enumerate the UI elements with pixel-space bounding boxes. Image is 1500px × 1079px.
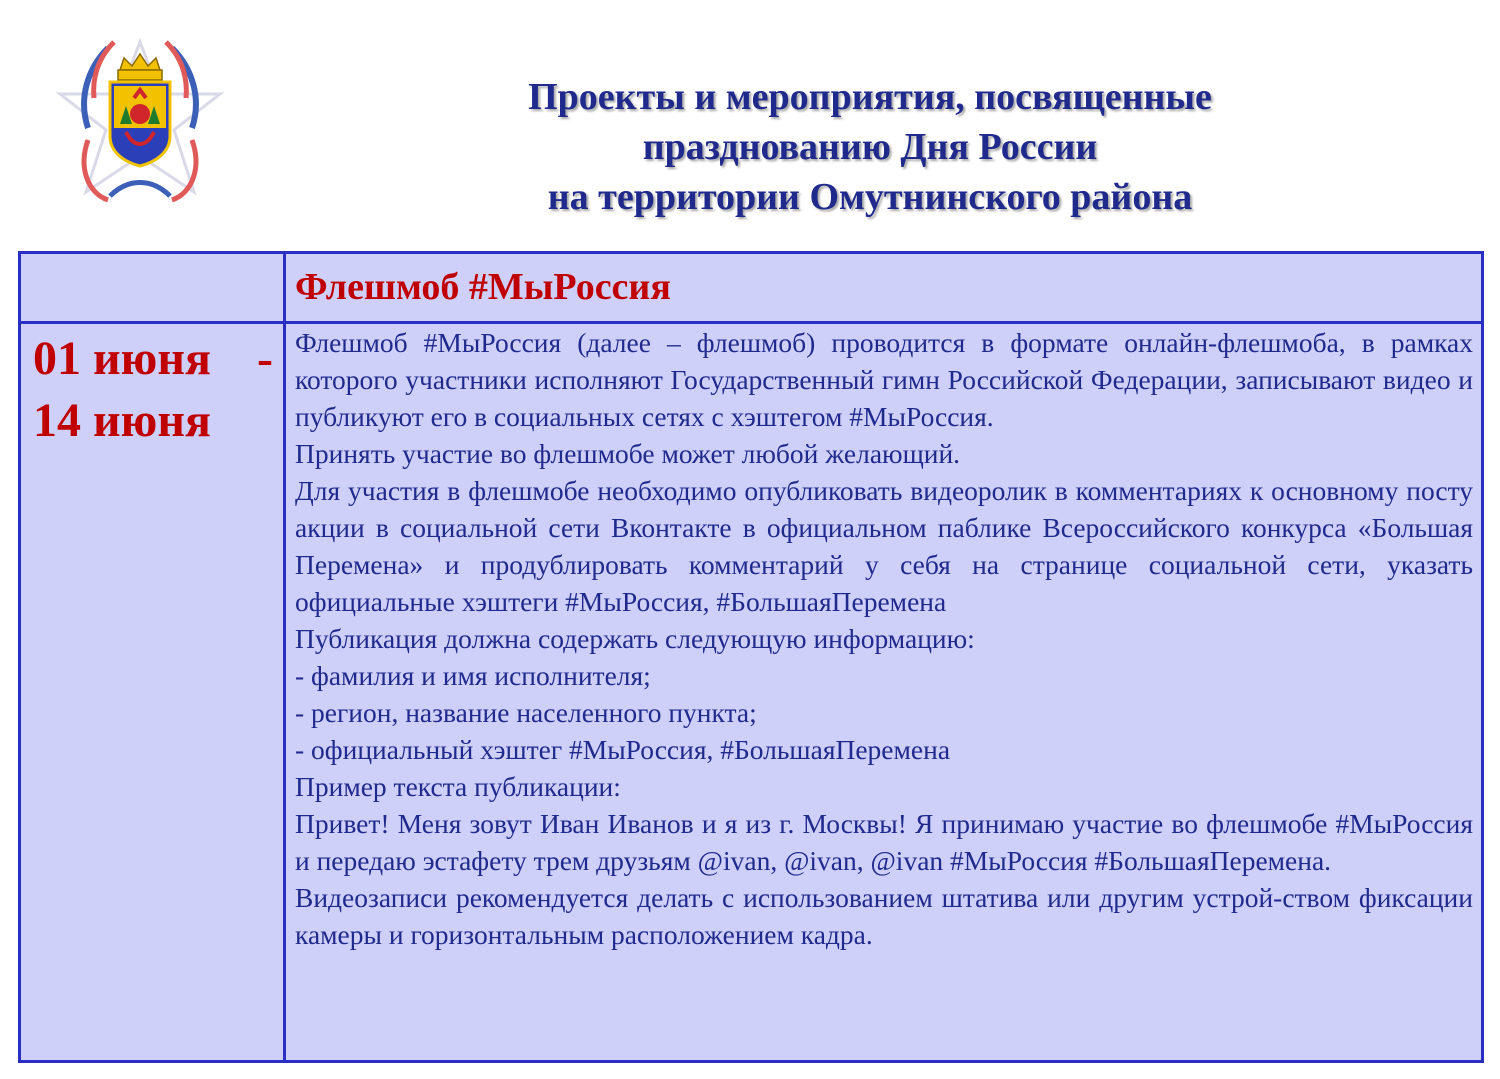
table-column-divider <box>283 254 286 1060</box>
paragraph-anyone: Принять участие во флешмобе может любой желающий. <box>295 438 961 469</box>
event-table <box>18 251 1484 1063</box>
page-title-line-2: празднованию Дня России <box>642 126 1098 168</box>
paragraph-how-to: Для участия в флешмобе необходимо опубликовать видеоролик в комментариях к основному посту акции в социальной сети Вконтакте в официальном паблике Всероссийского конкурса «Большая Перемена» и продублировать комментарий у себя на странице социальной сети, указать официальные хэштеги #МыРоссия, #БольшаяПеремена <box>295 475 1473 617</box>
date-dash: - <box>257 332 273 385</box>
event-date-range <box>33 328 273 452</box>
date-from: 01 июня <box>33 332 211 385</box>
page-title <box>330 72 1410 222</box>
paragraph-intro: Флешмоб #МыРоссия (далее – флешмоб) проводится в формате онлайн-флешмоба, в рамках которого участники исполняют Государственный гимн Российской Федерации, записывают видео и публикуют его в социальных сетях с хэштегом #МыРоссия. <box>295 327 1473 432</box>
district-emblem-icon <box>48 28 232 212</box>
paragraph-example-text: Привет! Меня зовут Иван Иванов и я из г. Москвы! Я принимаю участие во флешмобе #МыРоссия и передаю эстафету трем друзьям @ivan, @ivan, @ivan #МыРоссия #БольшаяПеремена. <box>295 808 1473 876</box>
list-item: - регион, название населенного пункта; <box>295 697 757 728</box>
paragraph-example-heading: Пример текста публикации: <box>295 771 621 802</box>
page-title-line-1: Проекты и мероприятия, посвященные <box>528 76 1212 118</box>
paragraph-requirements: Публикация должна содержать следующую информацию: <box>295 623 975 654</box>
list-item: - фамилия и имя исполнителя; <box>295 660 651 691</box>
list-item: - официальный хэштег #МыРоссия, #БольшаяПеремена <box>295 734 951 765</box>
event-title: Флешмоб #МыРоссия <box>295 266 671 308</box>
paragraph-recommendation: Видеозаписи рекомендуется делать с использованием штатива или другим устрой-ством фиксации камеры и горизонтальным расположением кадра. <box>295 882 1473 950</box>
page-title-line-3: на территории Омутнинского района <box>547 176 1193 218</box>
date-to: 14 июня <box>33 394 211 447</box>
event-description <box>295 324 1473 953</box>
